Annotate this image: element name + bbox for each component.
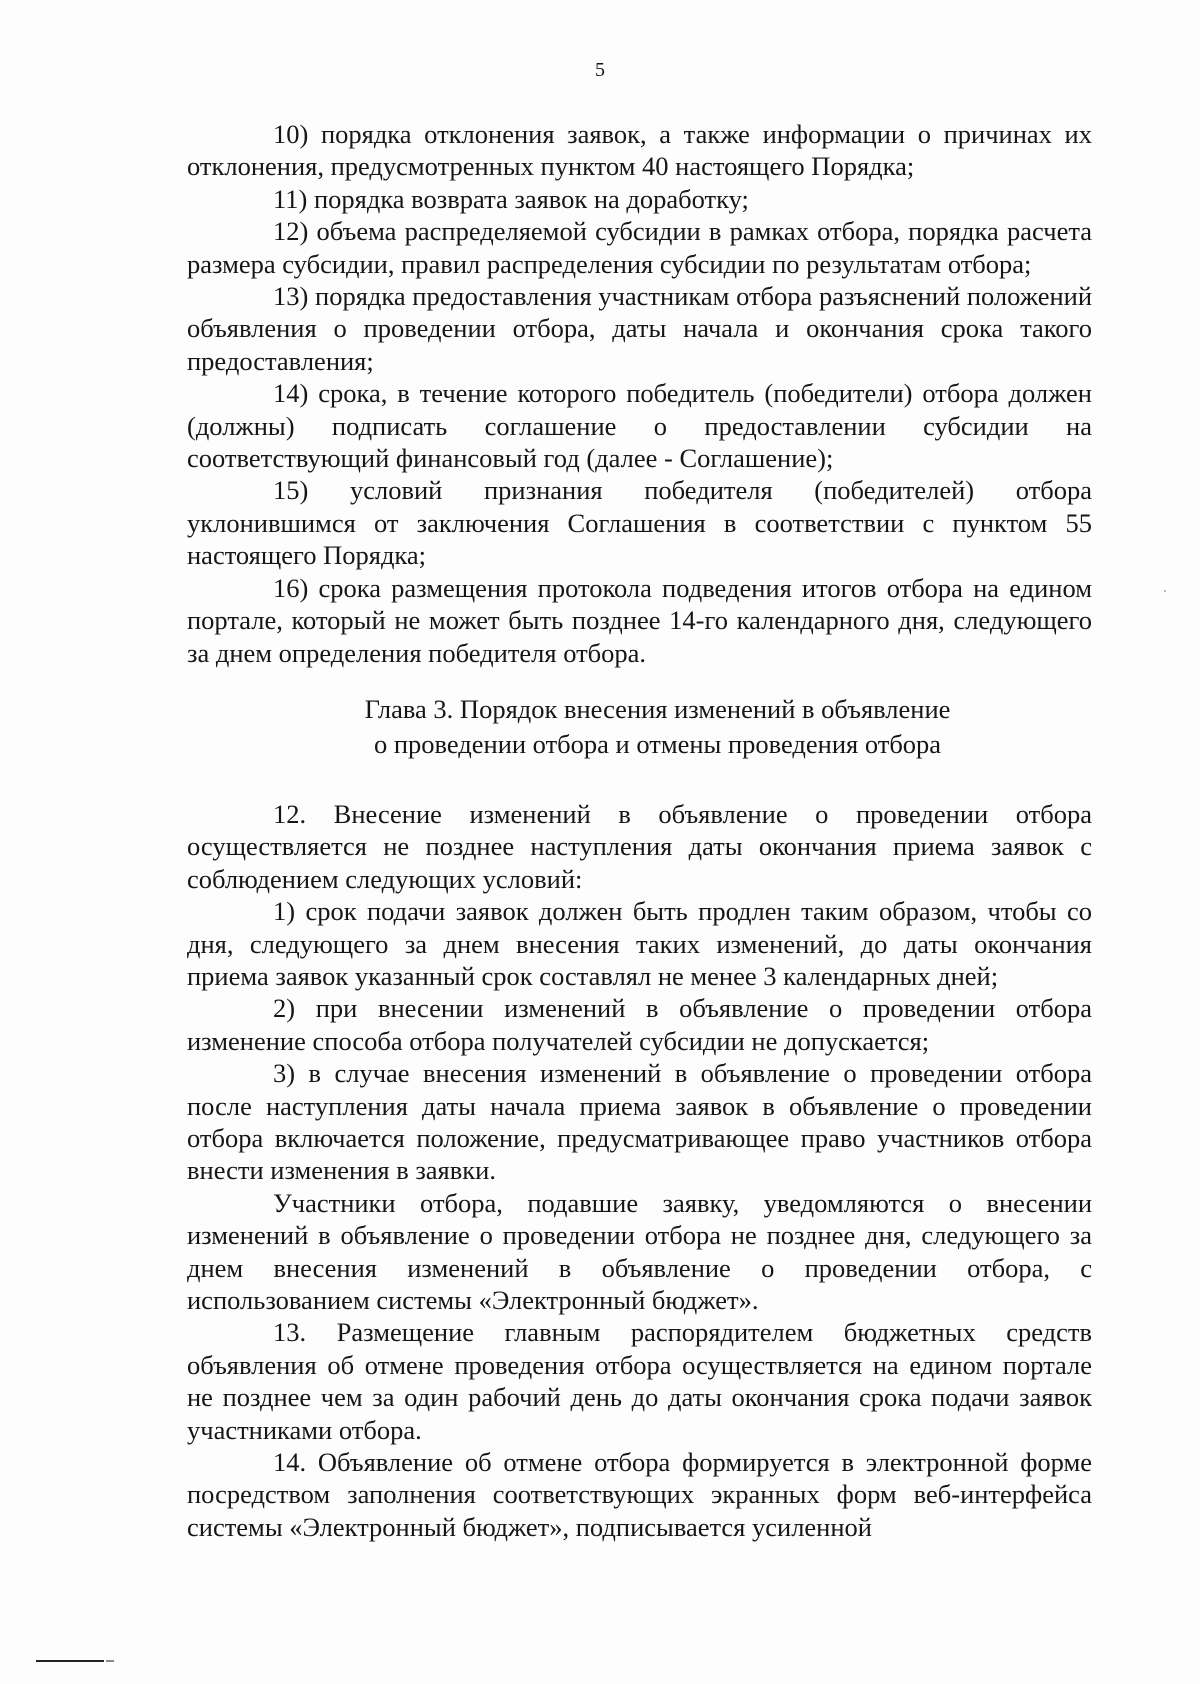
scan-edge-mark-tail [106,1660,114,1662]
chapter-heading [187,692,1092,762]
list-item-15: 15) условий признания победителя (победителей) отбора уклонившимся от заключения Соглашения в соответствии с пунктом 55 настоящего Порядка; [187,475,1092,571]
chapter-heading-line-1: Глава 3. Порядок внесения изменений в объявление [364,693,951,724]
page-number: 5 [595,59,605,81]
list-item-10: 10) порядка отклонения заявок, а также информации о причинах их отклонения, предусмотренных пунктом 40 настоящего Порядка; [187,119,1092,182]
scan-margin-dot [1164,590,1166,592]
list-item-13: 13) порядка предоставления участникам отбора разъяснений положений объявления о проведении отбора, даты начала и окончания срока такого предоставления; [187,281,1092,376]
document-body [187,118,1092,1543]
list-item-12: 12) объема распределяемой субсидии в рамках отбора, порядка расчета размера субсидии, правил распределения субсидии по результатам отбора; [187,216,1092,279]
condition-1: 1) срок подачи заявок должен быть продлен таким образом, чтобы со дня, следующего за днем внесения таких изменений, до даты окончания приема заявок указанный срок составлял не менее 3 календарных дней; [187,896,1092,991]
section-spacer [187,762,1092,798]
scan-edge-mark [36,1660,104,1662]
chapter-heading-line-2: о проведении отбора и отмены проведения отбора [373,728,942,759]
clause-14: 14. Объявление об отмене отбора формируется в электронной форме посредством заполнения соответствующих экранных форм веб-интерфейса системы «Электронный бюджет», подписывается усиленной [187,1447,1092,1542]
list-item-14: 14) срока, в течение которого победитель (победители) отбора должен (должны) подписать соглашение о предоставлении субсидии на соответствующий финансовый год (далее - Соглашение); [187,378,1092,474]
clause-12: 12. Внесение изменений в объявление о проведении отбора осуществляется не позднее наступления даты окончания приема заявок с соблюдением следующих условий: [187,798,1092,894]
condition-3: 3) в случае внесения изменений в объявление о проведении отбора после наступления даты начала приема заявок в объявление о проведении отбора включается положение, предусматривающее право участников отбора внести изменения в заявки. [187,1058,1092,1186]
list-item-16: 16) срока размещения протокола подведения итогов отбора на едином портале, который не может быть позднее 14-го календарного дня, следующего за днем определения победителя отбора. [187,572,1092,668]
clause-13: 13. Размещение главным распорядителем бюджетных средств объявления об отмене проведения отбора осуществляется на едином портале не позднее чем за один рабочий день до даты окончания срока подачи заявок участниками отбора. [187,1317,1092,1445]
list-item-11: 11) порядка возврата заявок на доработку; [273,183,749,214]
condition-2: 2) при внесении изменений в объявление о проведении отбора изменение способа отбора получателей субсидии не допускается; [187,993,1092,1056]
participants-notice: Участники отбора, подавшие заявку, уведомляются о внесении изменений в объявление о проведении отбора не позднее дня, следующего за днем внесения изменений в объявление о проведении отбора, с использованием системы «Электронный бюджет». [187,1187,1092,1315]
